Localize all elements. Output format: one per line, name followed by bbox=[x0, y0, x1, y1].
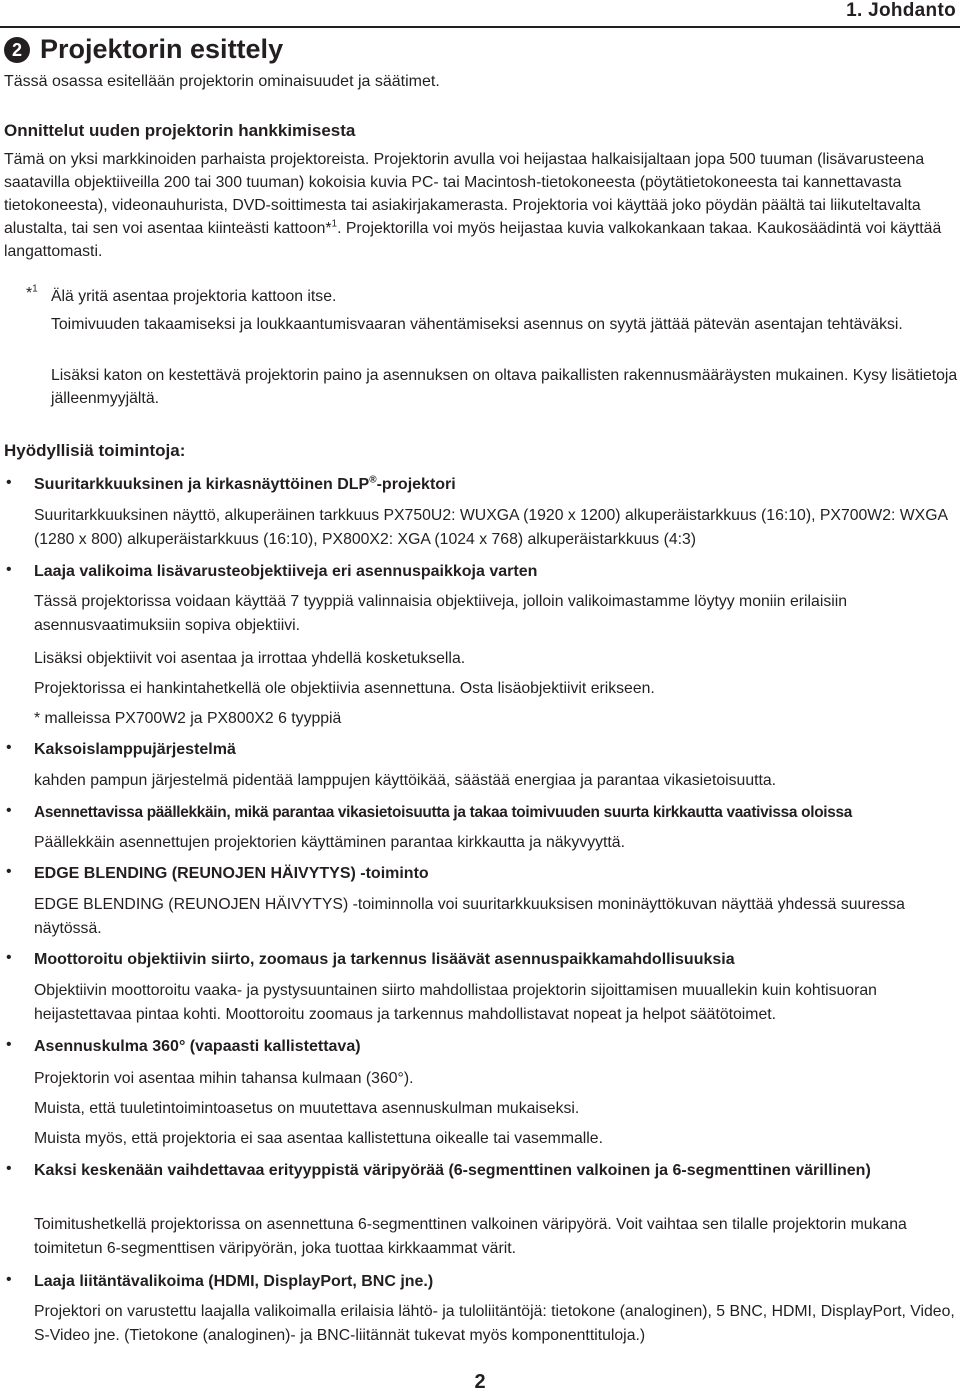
bullet: • bbox=[6, 739, 12, 756]
footnote-mark-num: 1 bbox=[32, 283, 38, 295]
feature-title-text: Suuritarkkuuksinen ja kirkasnäyttöinen DLP bbox=[34, 476, 370, 493]
feature-title bbox=[34, 473, 959, 496]
feature-title: Asennettavissa päällekkäin, mikä parantaa vikasietoisuutta ja takaa toimivuuden suurta kirkkautta vaativissa oloissa bbox=[34, 804, 853, 821]
chapter-label: 1. Johdanto bbox=[846, 0, 956, 21]
feature-title: EDGE BLENDING (REUNOJEN HÄIVYTYS) -toiminto bbox=[34, 865, 429, 882]
feature-paragraph: EDGE BLENDING (REUNOJEN HÄIVYTYS) -toiminnolla voi suuritarkkuuksisen moninäyttökuvan näyttää yhdessä suuressa näytössä. bbox=[34, 896, 905, 937]
feature-title: Moottoroitu objektiivin siirto, zoomaus ja tarkennus lisäävät asennuspaikkamahdollisuuksia bbox=[34, 951, 735, 968]
bullet: • bbox=[6, 474, 12, 491]
feature-paragraph: Projektori on varustettu laajalla valikoimalla erilaisia lähtö- ja tuloliitäntöjä: tietokone (analoginen), 5 BNC, HDMI, DisplayPort, Video, S-Video jne. (Tietokone (analoginen)- ja BNC-liitännät tukevat myös komponenttituloja.) bbox=[34, 1303, 955, 1344]
feature-paragraph: Projektorin voi asentaa mihin tahansa kulmaan (360°). bbox=[34, 1070, 414, 1087]
footnote-ref: 1 bbox=[331, 218, 338, 230]
feature-paragraph: Päällekkäin asennettujen projektorien käyttäminen parantaa kirkkautta ja näkyvyyttä. bbox=[34, 834, 625, 851]
footnote-line: Toimivuuden takaamiseksi ja loukkaantumisvaaran vähentämiseksi asennus on syytä jättää pätevän asentajan tehtäväksi. bbox=[51, 316, 903, 333]
feature-title: Laaja valikoima lisävarusteobjektiiveja eri asennuspaikkoja varten bbox=[34, 563, 538, 580]
feature-title-end: -projektori bbox=[376, 476, 456, 493]
section-body-end: . Projektorilla voi myös heijastaa kuvia valkokankaan takaa. Kaukosäädintä voi käyttää langattomasti. bbox=[4, 220, 942, 260]
feature-title: Kaksi keskenään vaihdettavaa erityyppistä väripyörää (6-segmenttinen valkoinen ja 6-segmenttinen värillinen) bbox=[34, 1162, 871, 1179]
feature-title: Kaksoislamppujärjestelmä bbox=[34, 741, 236, 758]
bullet: • bbox=[6, 1271, 12, 1288]
section-body-start: Tämä on yksi markkinoiden parhaista projektoreista. Projektorin avulla voi heijastaa halkaisijaltaan jopa 500 tuuman (lisävarusteena saatavilla objektiiveilla 200 tai 300 tuuman) kokoisia kuvia PC- tai Macintosh-tietokoneesta (pöytätietokoneesta tai kannettavasta tietokoneesta), videonauhurista, DVD-soittimesta tai asiakirjakamerasta. Projektoria voi käyttää joko pöydän päältä tai liikuteltavalta alustalta, tai sen voi asentaa kiinteästi kattoon* bbox=[4, 151, 925, 237]
bullet: • bbox=[6, 863, 12, 880]
bullet: • bbox=[6, 1160, 12, 1177]
footnote-mark bbox=[26, 285, 38, 303]
intro-text: Tässä osassa esitellään projektorin ominaisuudet ja säätimet. bbox=[4, 73, 440, 90]
footnote-line: Lisäksi katon on kestettävä projektorin paino ja asennuksen on oltava paikallisten rakennusmääräysten mukainen. Kysy lisätietoja jälleenmyyjältä. bbox=[51, 367, 958, 407]
feature-paragraph: Tässä projektorissa voidaan käyttää 7 tyyppiä valinnaisia objektiiveja, jolloin valikoimastamme löytyy moniin erilaisiin asennusvaatimuksiin sopiva objektiivi. bbox=[34, 593, 848, 634]
feature-title: Laaja liitäntävalikoima (HDMI, DisplayPort, BNC jne.) bbox=[34, 1273, 434, 1290]
section-heading-congrats: Onnittelut uuden projektorin hankkimisesta bbox=[4, 121, 356, 140]
feature-paragraph: Objektiivin moottoroitu vaaka- ja pystysuuntainen siirto mahdollistaa projektorin sijoittamisen muuallekin kuin kohtisuoran heijastettavaa pintaa kohti. Moottoroitu zoomaus ja tarkennus mahdollistavat nopeat ja helpot säätötoimet. bbox=[34, 982, 877, 1023]
chapter-rule bbox=[0, 26, 960, 28]
page-number: 2 bbox=[474, 1371, 486, 1393]
footnote-mark-star: * bbox=[26, 285, 33, 302]
footnote-line: Älä yritä asentaa projektoria kattoon itse. bbox=[51, 288, 337, 305]
section-number-badge: 2 bbox=[4, 37, 30, 63]
feature-paragraph: Toimitushetkellä projektorissa on asennettuna 6-segmenttinen valkoinen väripyörä. Voit vaihtaa sen tilalle projektorin mukana toimitetun 6-segmenttisen väripyörän, joka tuottaa kirkkaammat värit. bbox=[34, 1216, 907, 1257]
section-body-congrats bbox=[4, 148, 959, 263]
feature-paragraph: * malleissa PX700W2 ja PX800X2 6 tyyppiä bbox=[34, 710, 342, 727]
feature-paragraph: Lisäksi objektiivit voi asentaa ja irrottaa yhdellä kosketuksella. bbox=[34, 650, 466, 667]
registered-mark: ® bbox=[369, 474, 377, 486]
bullet: • bbox=[6, 949, 12, 966]
bullet: • bbox=[6, 802, 12, 819]
feature-paragraph: Muista, että tuuletintoimintoasetus on muutettava asennuskulman mukaiseksi. bbox=[34, 1100, 580, 1117]
bullet: • bbox=[6, 1036, 12, 1053]
feature-title: Asennuskulma 360° (vapaasti kallistettava) bbox=[34, 1038, 361, 1055]
feature-paragraph: kahden pampun järjestelmä pidentää lamppujen käyttöikää, säästää energiaa ja parantaa vikasietoisuutta. bbox=[34, 772, 777, 789]
page-title-text: Projektorin esittely bbox=[40, 34, 284, 64]
feature-paragraph: Suuritarkkuuksinen näyttö, alkuperäinen tarkkuus PX750U2: WUXGA (1920 x 1200) alkuperäistarkkuus (16:10), PX700W2: WXGA (1280 x 800) alkuperäistarkkuus (16:10), PX800X2: XGA (1024 x 768) alkuperäistarkkuus (4:3) bbox=[34, 507, 948, 548]
bullet: • bbox=[6, 561, 12, 578]
feature-paragraph: Muista myös, että projektoria ei saa asentaa kallistettuna oikealle tai vasemmalle. bbox=[34, 1130, 603, 1147]
section-heading-features: Hyödyllisiä toimintoja: bbox=[4, 441, 186, 460]
feature-paragraph: Projektorissa ei hankintahetkellä ole objektiivia asennettuna. Osta lisäobjektiivit erikseen. bbox=[34, 680, 655, 697]
page-title bbox=[4, 34, 283, 65]
